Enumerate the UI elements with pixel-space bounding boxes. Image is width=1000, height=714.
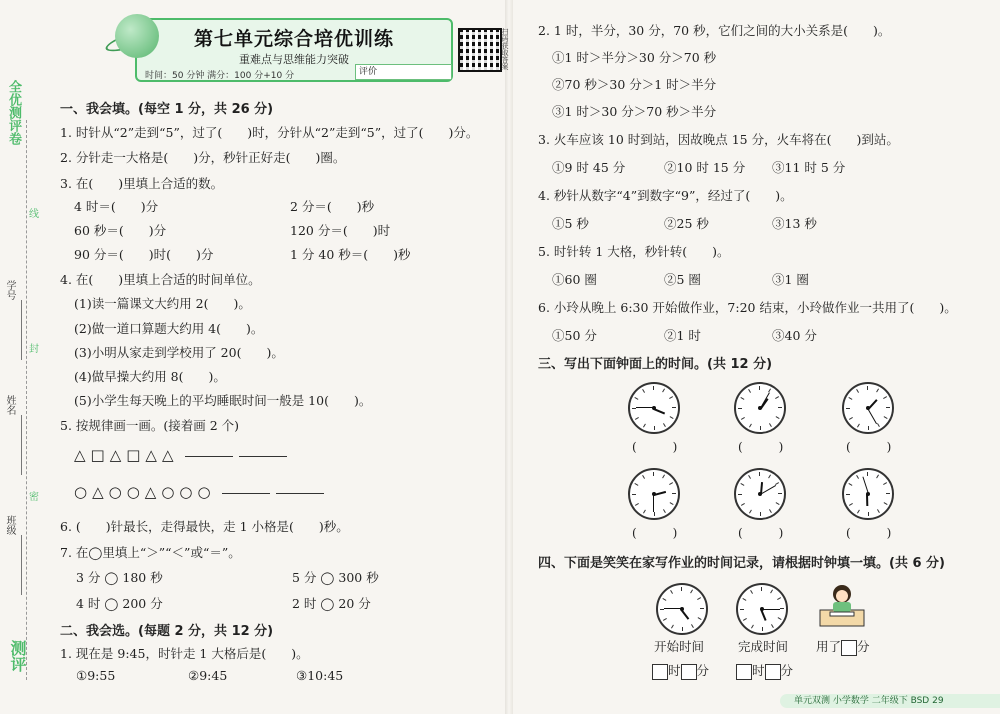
clock-tick [642, 389, 645, 393]
clock-tick [876, 474, 879, 478]
title-banner [135, 18, 453, 82]
choice-5-option[interactable]: ①60 圈 [552, 272, 597, 287]
clock-tick [662, 474, 665, 478]
binding-margin [0, 0, 48, 714]
clock-tick [738, 408, 742, 409]
q3-item: 90 分＝( )时( )分 [74, 247, 214, 262]
page-title: 第七单元综合培优训练 [193, 28, 394, 50]
section-4-title: 四、下面是笑笑在家写作业的时间记录，请根据时钟填一填。(共 6 分) [538, 556, 945, 571]
clock-tick [778, 407, 782, 408]
clock-tick [738, 494, 742, 495]
clock-tick [761, 587, 762, 591]
pattern-shapes: ○△○○△○○○ [74, 483, 216, 501]
clock-tick [741, 503, 745, 506]
clock-center [680, 607, 684, 611]
clock-tick [856, 475, 859, 479]
planet-icon [115, 14, 159, 58]
clock-tick [849, 503, 853, 506]
clock-tick [682, 627, 683, 631]
choice-3-option[interactable]: ②10 时 15 分 [664, 160, 746, 175]
clock-tick [740, 483, 744, 486]
answer-box[interactable] [765, 664, 781, 680]
grade-field[interactable]: 评价 [355, 64, 452, 80]
minute-hand [653, 494, 654, 512]
q7-item: 2 时 ◯ 20 分 [292, 596, 371, 611]
end-time-label: 完成时间 [738, 639, 789, 654]
clock-tick [776, 502, 780, 505]
clock-tick [760, 512, 761, 516]
q3-item: 60 秒＝( )分 [74, 223, 167, 238]
clock-answer-blank[interactable]: ( ) [738, 526, 784, 540]
clock-tick [886, 407, 890, 408]
clock-tick [681, 587, 682, 591]
minute-unit: 分 [857, 639, 870, 654]
clock-tick [660, 609, 664, 610]
clock-tick [868, 426, 869, 430]
clock-tick [741, 417, 745, 420]
clock-tick [771, 624, 774, 628]
minute-hand [867, 408, 877, 424]
clock-tick [877, 423, 880, 427]
choice-6-option[interactable]: ①50 分 [552, 328, 597, 343]
q7-item: 3 分 ◯ 180 秒 [76, 570, 163, 585]
clock-tick [698, 617, 702, 620]
choice-6-option[interactable]: ③40 分 [772, 328, 817, 343]
name-label: 姓名 [4, 395, 15, 415]
pattern-blank[interactable] [185, 456, 233, 457]
q3: 3. 在( )里填上合适的数。 [60, 176, 224, 191]
clock-tick [857, 424, 860, 428]
clock-answer-blank[interactable]: ( ) [738, 440, 784, 454]
q7-item: 5 分 ◯ 300 秒 [292, 570, 379, 585]
clock-tick [846, 408, 850, 409]
choice-4: 4. 秒针从数字“4”到数字“9”，经过了( )。 [538, 188, 793, 203]
clock-tick [669, 396, 673, 399]
clock-face [628, 468, 680, 520]
clock-tick [769, 509, 772, 513]
clock-tick [777, 597, 781, 600]
q4: 4. 在( )里填上合适的时间单位。 [60, 272, 261, 287]
q4-item: (3)小明从家走到学校用了 20( )。 [74, 345, 284, 360]
clock-tick [642, 475, 645, 479]
clock-tick [742, 598, 746, 601]
clock-center [758, 492, 762, 496]
clock-tick [759, 386, 760, 390]
clock-tick [848, 483, 852, 486]
clock-tick [849, 417, 853, 420]
choice-2-option[interactable]: ②70 秒＞30 分＞1 时＞半分 [552, 77, 717, 92]
clock-tick [749, 510, 752, 514]
clock-tick [846, 494, 850, 495]
seal-mark-1: 线 [29, 209, 39, 220]
choice-4-option[interactable]: ①5 秒 [552, 216, 589, 231]
clock-tick [769, 423, 772, 427]
clock-tick [740, 397, 744, 400]
answer-box[interactable] [652, 664, 668, 680]
clock-tick [634, 397, 638, 400]
q3-item: 2 分＝( )秒 [290, 199, 375, 214]
q1: 1. 时针从“2”走到“5”，过了( )时，分针从“2”走到“5”，过了( )分。 [60, 125, 479, 140]
clock-tick [632, 494, 636, 495]
q3-item: 120 分＝( )时 [290, 223, 391, 238]
clock-center [758, 406, 762, 410]
clock-tick [690, 589, 693, 593]
clock-center [866, 406, 870, 410]
clock-tick [670, 590, 673, 594]
pattern-blank[interactable] [276, 493, 324, 494]
clock-tick [670, 502, 674, 505]
clock-tick [743, 618, 747, 621]
clock-tick [635, 503, 639, 506]
q4-item: (5)小学生每天晚上的平均睡眠时间一般是 10( )。 [74, 393, 372, 408]
clock-tick [778, 493, 782, 494]
choice-6: 6. 小玲从晚上 6:30 开始做作业，7:20 结束，小玲做作业一共用了( )。 [538, 300, 957, 315]
clock-tick [653, 472, 654, 476]
section-3-title: 三、写出下面钟面上的时间。(共 12 分) [538, 357, 773, 372]
clock-tick [759, 472, 760, 476]
end-time-answer [736, 661, 793, 680]
clock-tick [740, 609, 744, 610]
clock-tick [635, 417, 639, 420]
clock-tick [751, 625, 754, 629]
clock-tick [669, 482, 673, 485]
q7-item: 4 时 ◯ 200 分 [76, 596, 163, 611]
clock-face [734, 468, 786, 520]
clock-tick [867, 472, 868, 476]
choice-1-option[interactable]: ②9:45 [188, 668, 228, 683]
page-subtitle: 重难点与思维能力突破 [239, 53, 349, 66]
qr-label: 扫码获取答案 [501, 28, 509, 70]
clock-tick [762, 627, 763, 631]
clock-tick [776, 416, 780, 419]
clock-answer-blank[interactable]: ( ) [632, 440, 678, 454]
clock-tick [632, 408, 636, 409]
q3-item: 4 时＝( )分 [74, 199, 159, 214]
choice-1: 1. 现在是 9:45，时针走 1 大格后是( )。 [60, 646, 309, 661]
clock-face [842, 468, 894, 520]
clock-tick [748, 475, 751, 479]
page-footer: 单元双测 小学数学 二年级下 BSD 29 [780, 694, 1000, 708]
clock-center [652, 492, 656, 496]
clock-tick [672, 407, 676, 408]
choice-2: 2. 1 时，半分，30 分，70 秒，它们之间的大小关系是( )。 [538, 23, 891, 38]
clock-tick [670, 416, 674, 419]
choice-2-option[interactable]: ①1 时＞半分＞30 分＞70 秒 [552, 50, 717, 65]
clock-tick [760, 426, 761, 430]
clock-tick [770, 589, 773, 593]
clock-tick [884, 502, 888, 505]
clock-face [842, 382, 894, 434]
clock-tick [750, 590, 753, 594]
used-label: 用了 [816, 639, 842, 654]
name-field[interactable] [21, 415, 22, 475]
pattern-blank[interactable] [239, 456, 287, 457]
clock-tick [662, 598, 666, 601]
clock-tick [634, 483, 638, 486]
pattern-row-1 [74, 446, 287, 464]
pattern-blank[interactable] [222, 493, 270, 494]
section-1-title: 一、我会填。(每空 1 分，共 26 分) [60, 102, 274, 117]
choice-3: 3. 火车应该 10 时到站，因故晚点 15 分，火车将在( )到站。 [538, 132, 899, 147]
clock-tick [643, 510, 646, 514]
start-time-answer [652, 661, 709, 680]
clock-tick [856, 389, 859, 393]
choice-3-option[interactable]: ③11 时 5 分 [772, 160, 846, 175]
girl-studying-icon [818, 580, 866, 628]
time-score-meta: 时间：50 分钟 满分：100 分+10 分 [145, 71, 295, 81]
hour-unit: 时 [668, 663, 681, 678]
q4-item: (1)读一篇课文大约用 2( )。 [74, 296, 251, 311]
clock-tick [867, 386, 868, 390]
q6: 6. ( )针最长，走得最快，走 1 小格是( )秒。 [60, 519, 349, 534]
clock-tick [654, 426, 655, 430]
clock-center [866, 492, 870, 496]
number-field[interactable] [21, 300, 22, 360]
clock-tick [691, 624, 694, 628]
clock-center [652, 406, 656, 410]
clock-answer-blank[interactable]: ( ) [632, 526, 678, 540]
clock-tick [886, 493, 890, 494]
qr-code-icon[interactable] [458, 28, 502, 72]
clock-tick [672, 493, 676, 494]
q7: 7. 在◯里填上“＞”“＜”或“＝”。 [60, 545, 241, 560]
clock-tick [857, 510, 860, 514]
minute-hand [762, 609, 780, 610]
clock-tick [868, 512, 869, 516]
start-time-label: 开始时间 [654, 639, 705, 654]
minute-unit: 分 [696, 663, 710, 678]
minute-unit: 分 [780, 663, 794, 678]
clock-tick [700, 608, 704, 609]
clock-tick [663, 618, 667, 621]
hour-unit: 时 [752, 663, 765, 678]
page-fold [505, 0, 513, 714]
clock-tick [775, 396, 779, 399]
end-clock-face [736, 583, 788, 635]
q2: 2. 分针走一大格是( )分，秒针正好走( )圈。 [60, 150, 346, 165]
answer-box[interactable] [736, 664, 752, 680]
clock-tick [848, 397, 852, 400]
clock-tick [780, 608, 784, 609]
clock-tick [663, 423, 666, 427]
clock-tick [749, 424, 752, 428]
section-2-title: 二、我会选。(每题 2 分，共 12 分) [60, 624, 274, 639]
clock-face [734, 382, 786, 434]
clock-center [760, 607, 764, 611]
clock-tick [876, 388, 879, 392]
choice-2-option[interactable]: ③1 时＞30 分＞70 秒＞半分 [552, 104, 717, 119]
pattern-row-2 [74, 483, 324, 501]
clock-tick [697, 597, 701, 600]
class-field[interactable] [21, 535, 22, 595]
clock-tick [768, 474, 771, 478]
choice-1-option[interactable]: ③10:45 [296, 668, 344, 683]
choice-5-option[interactable]: ②5 圈 [664, 272, 701, 287]
clock-answer-blank[interactable]: ( ) [846, 440, 892, 454]
choice-4-option[interactable]: ③13 秒 [772, 216, 817, 231]
class-label: 班级 [4, 515, 15, 535]
choice-5-option[interactable]: ③1 圈 [772, 272, 809, 287]
clock-tick [748, 389, 751, 393]
clock-tick [653, 386, 654, 390]
seal-mark-3: 密 [29, 492, 39, 503]
answer-box[interactable] [841, 640, 857, 656]
clock-tick [671, 625, 674, 629]
clock-face [628, 382, 680, 434]
clock-answer-blank[interactable]: ( ) [846, 526, 892, 540]
q5: 5. 按规律画一画。(接着画 2 个) [60, 418, 240, 433]
q3-item: 1 分 40 秒＝( )秒 [290, 247, 411, 262]
clock-tick [663, 509, 666, 513]
choice-5: 5. 时针转 1 大格，秒针转( )。 [538, 244, 730, 259]
clock-tick [662, 388, 665, 392]
clock-tick [778, 617, 782, 620]
choice-6-option[interactable]: ②1 时 [664, 328, 701, 343]
clock-tick [877, 509, 880, 513]
start-clock-face [656, 583, 708, 635]
choice-3-option[interactable]: ①9 时 45 分 [552, 160, 626, 175]
seal-mark-2: 封 [29, 344, 39, 355]
brand-vertical: 全优测评卷 [6, 80, 21, 145]
clock-tick [883, 396, 887, 399]
answer-box[interactable] [681, 664, 697, 680]
q4-item: (4)做早操大约用 8( )。 [74, 369, 226, 384]
clock-tick [654, 512, 655, 516]
clock-tick [643, 424, 646, 428]
clock-tick [883, 482, 887, 485]
choice-4-option[interactable]: ②25 秒 [664, 216, 709, 231]
number-label: 学号 [4, 280, 15, 300]
cut-line [26, 120, 27, 680]
pattern-shapes: △□△□△△ [74, 446, 179, 464]
brand-bottom: 测评 [8, 640, 27, 672]
q4-item: (2)做一道口算题大约用 4( )。 [74, 321, 264, 336]
clock-tick [884, 416, 888, 419]
choice-1-option[interactable]: ①9:55 [76, 668, 116, 683]
duration-field [816, 637, 870, 656]
